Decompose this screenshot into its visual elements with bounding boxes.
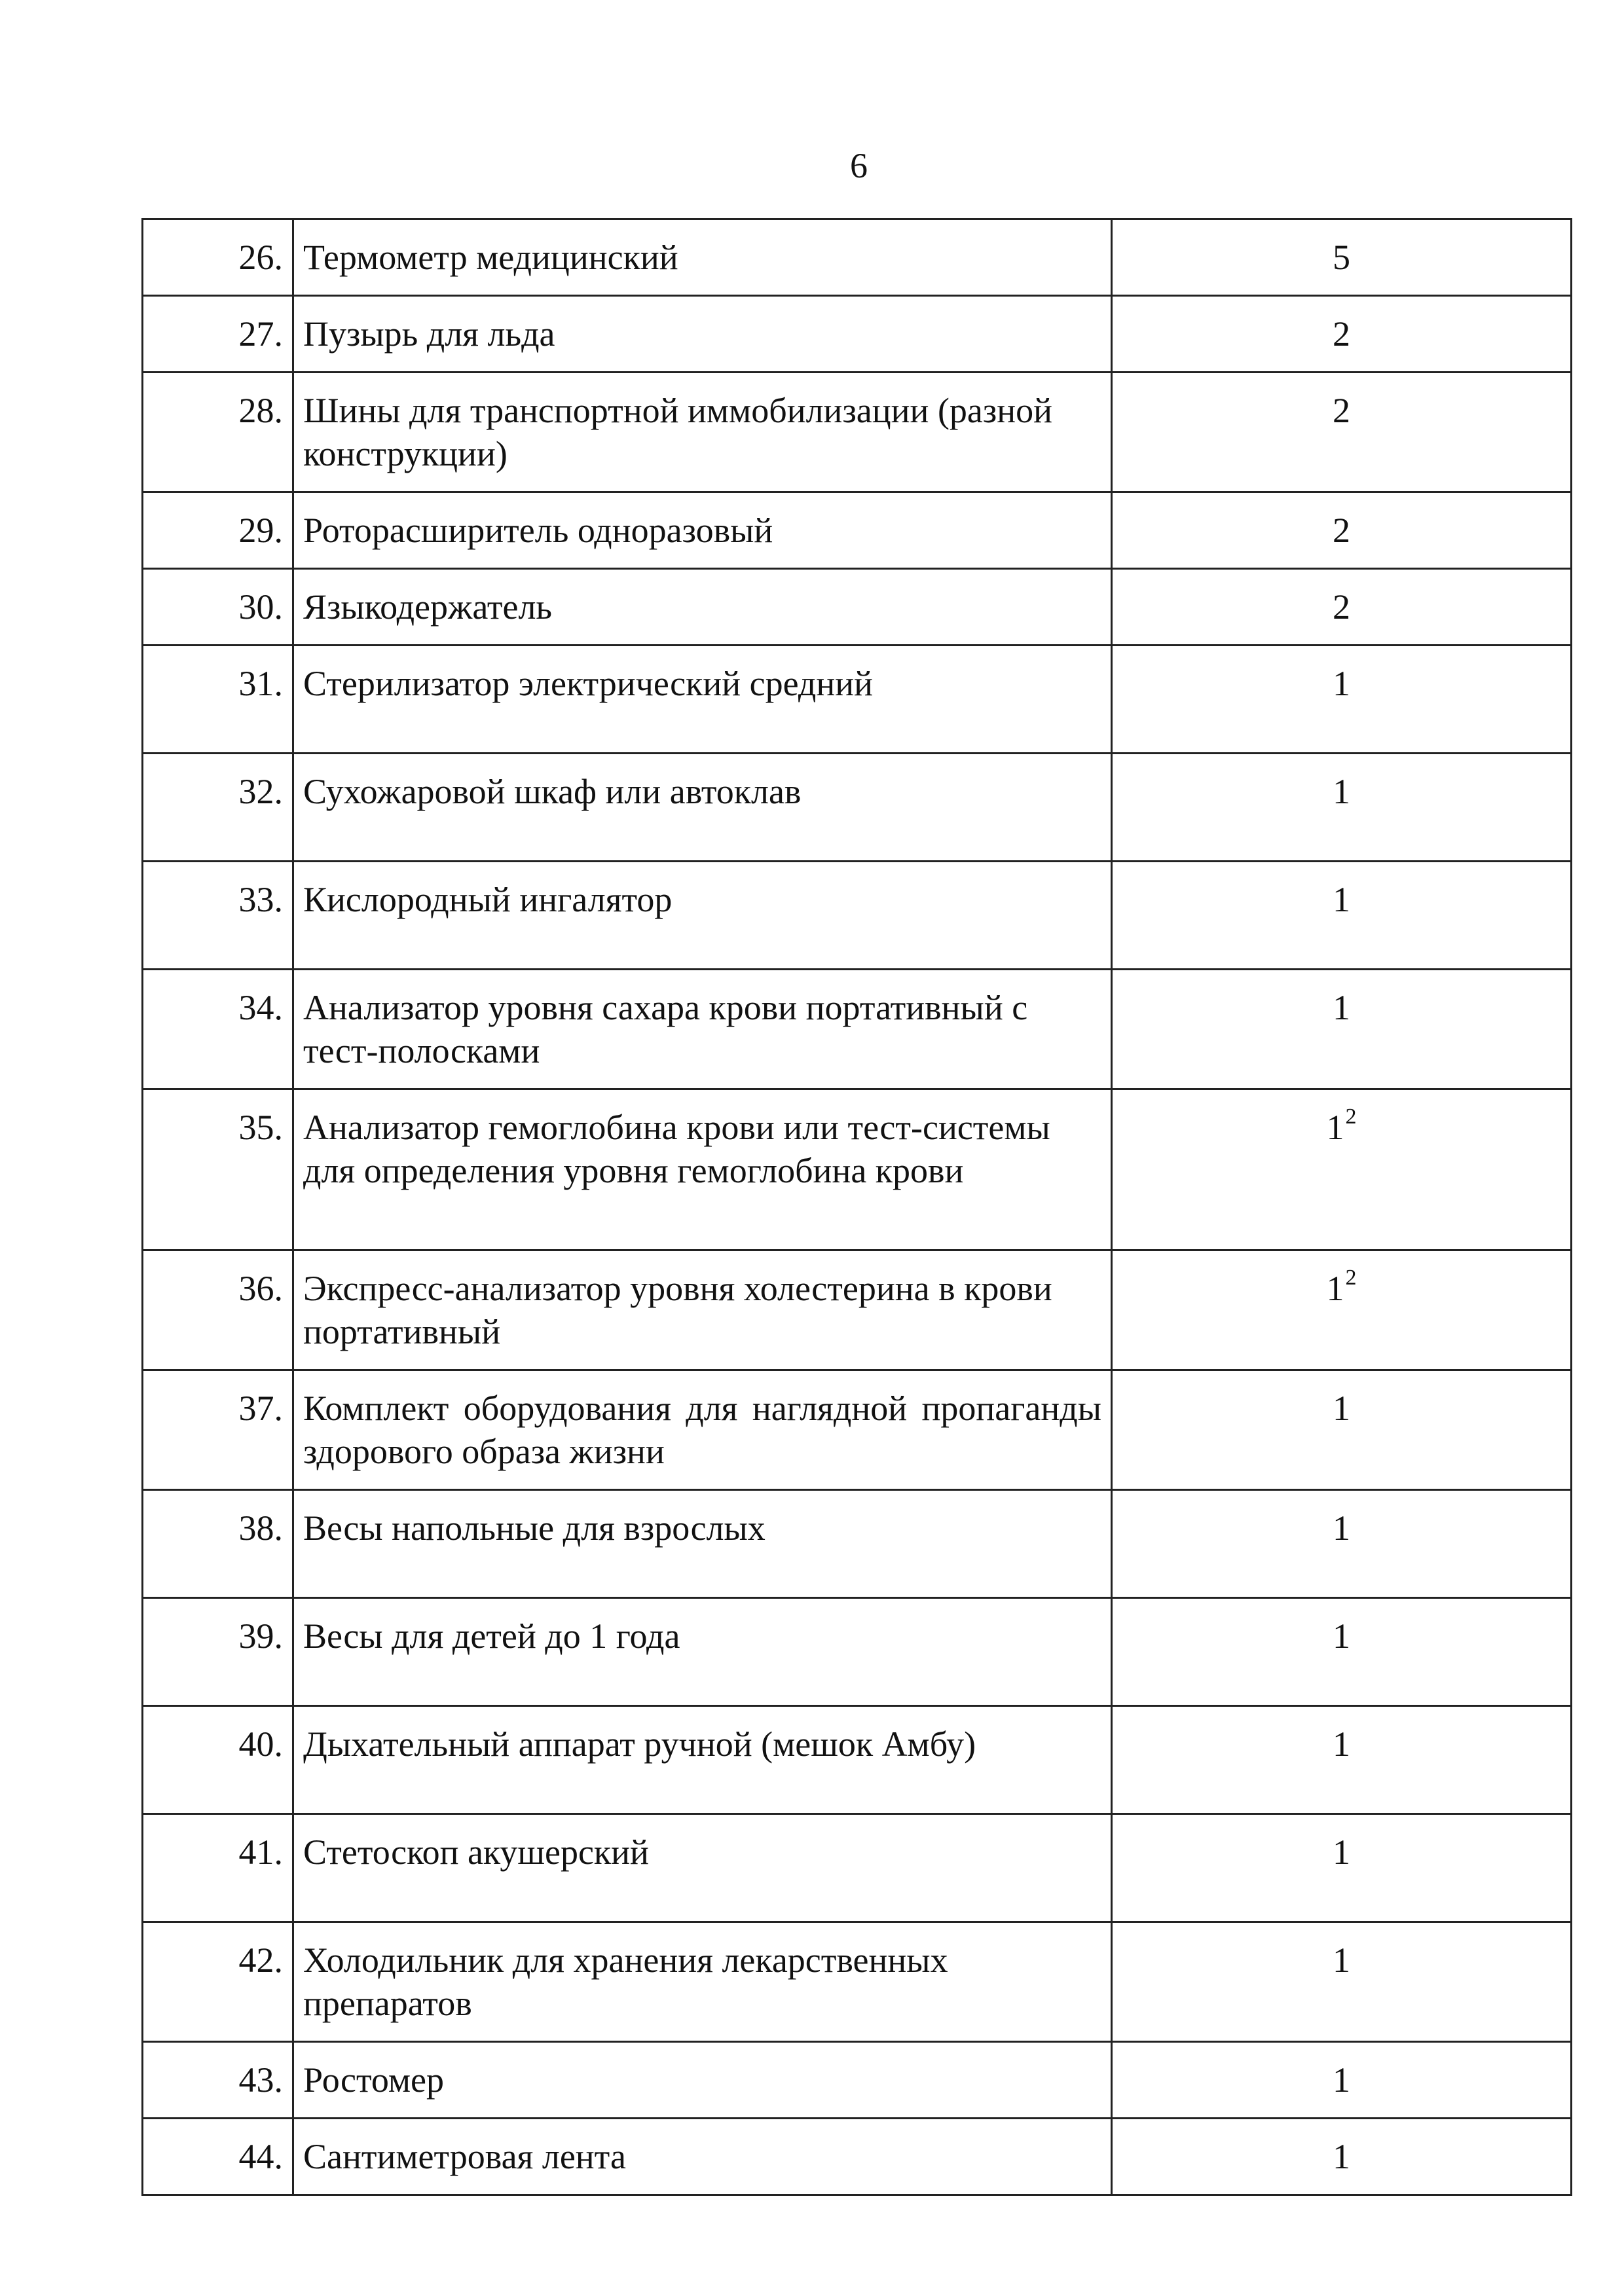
quantity-value: 1 bbox=[1326, 1269, 1344, 1308]
item-quantity: 1 bbox=[1112, 646, 1572, 754]
table-row bbox=[143, 2119, 1572, 2195]
item-quantity: 2 bbox=[1112, 492, 1572, 569]
table-row bbox=[143, 970, 1572, 1089]
equipment-table bbox=[141, 218, 1572, 2196]
item-name: Стетоскоп акушерский bbox=[293, 1814, 1112, 1922]
row-number: 39. bbox=[143, 1598, 293, 1706]
item-quantity: 1 bbox=[1112, 1706, 1572, 1814]
row-number: 29. bbox=[143, 492, 293, 569]
row-number: 26. bbox=[143, 219, 293, 296]
item-name: Термометр медицинский bbox=[293, 219, 1112, 296]
table-row bbox=[143, 862, 1572, 970]
table-row bbox=[143, 1598, 1572, 1706]
table-row bbox=[143, 1370, 1572, 1490]
table-row bbox=[143, 754, 1572, 862]
row-number: 35. bbox=[143, 1089, 293, 1250]
row-number: 28. bbox=[143, 373, 293, 492]
table-row bbox=[143, 2042, 1572, 2119]
item-quantity: 1 bbox=[1112, 1922, 1572, 2042]
table-row bbox=[143, 296, 1572, 373]
item-name: Комплект оборудования для наглядной пропаганды здорового образа жизни bbox=[293, 1370, 1112, 1490]
row-number: 34. bbox=[143, 970, 293, 1089]
item-quantity: 1 bbox=[1112, 1598, 1572, 1706]
item-quantity: 5 bbox=[1112, 219, 1572, 296]
table-row bbox=[143, 1490, 1572, 1598]
table-row bbox=[143, 1814, 1572, 1922]
item-quantity: 1 bbox=[1112, 970, 1572, 1089]
item-name: Анализатор уровня сахара крови портативный с тест-полосками bbox=[293, 970, 1112, 1089]
table-row bbox=[143, 646, 1572, 754]
item-quantity: 1 bbox=[1112, 862, 1572, 970]
item-quantity: 1 bbox=[1112, 1814, 1572, 1922]
item-quantity: 1 bbox=[1112, 1490, 1572, 1598]
table-row bbox=[143, 569, 1572, 646]
row-number: 38. bbox=[143, 1490, 293, 1598]
row-number: 40. bbox=[143, 1706, 293, 1814]
item-name: Пузырь для льда bbox=[293, 296, 1112, 373]
item-name: Сантиметровая лента bbox=[293, 2119, 1112, 2195]
item-quantity bbox=[1112, 1089, 1572, 1250]
table-row bbox=[143, 219, 1572, 296]
row-number: 42. bbox=[143, 1922, 293, 2042]
item-name: Ростомер bbox=[293, 2042, 1112, 2119]
item-name: Холодильник для хранения лекарственных препаратов bbox=[293, 1922, 1112, 2042]
row-number: 31. bbox=[143, 646, 293, 754]
row-number: 30. bbox=[143, 569, 293, 646]
row-number: 33. bbox=[143, 862, 293, 970]
item-name: Сухожаровой шкаф или автоклав bbox=[293, 754, 1112, 862]
item-quantity: 1 bbox=[1112, 2119, 1572, 2195]
table-row bbox=[143, 1922, 1572, 2042]
footnote-mark: 2 bbox=[1345, 1104, 1357, 1129]
quantity-value: 1 bbox=[1326, 1108, 1344, 1147]
item-name: Весы напольные для взрослых bbox=[293, 1490, 1112, 1598]
item-name: Стерилизатор электрический средний bbox=[293, 646, 1112, 754]
row-number: 37. bbox=[143, 1370, 293, 1490]
table-row bbox=[143, 1706, 1572, 1814]
table-row bbox=[143, 1250, 1572, 1370]
item-quantity: 2 bbox=[1112, 569, 1572, 646]
item-name: Роторасширитель одноразовый bbox=[293, 492, 1112, 569]
item-name: Экспресс-анализатор уровня холестерина в крови портативный bbox=[293, 1250, 1112, 1370]
item-quantity: 2 bbox=[1112, 373, 1572, 492]
row-number: 32. bbox=[143, 754, 293, 862]
item-name: Дыхательный аппарат ручной (мешок Амбу) bbox=[293, 1706, 1112, 1814]
item-quantity bbox=[1112, 1250, 1572, 1370]
item-name: Весы для детей до 1 года bbox=[293, 1598, 1112, 1706]
row-number: 44. bbox=[143, 2119, 293, 2195]
item-name: Кислородный ингалятор bbox=[293, 862, 1112, 970]
table-row bbox=[143, 1089, 1572, 1250]
row-number: 41. bbox=[143, 1814, 293, 1922]
row-number: 43. bbox=[143, 2042, 293, 2119]
item-name: Шины для транспортной иммобилизации (разной конструкции) bbox=[293, 373, 1112, 492]
page-number: 6 bbox=[850, 146, 868, 185]
item-name: Анализатор гемоглобина крови или тест-системы для определения уровня гемоглобина крови bbox=[293, 1089, 1112, 1250]
item-name: Языкодержатель bbox=[293, 569, 1112, 646]
item-quantity: 1 bbox=[1112, 754, 1572, 862]
footnote-mark: 2 bbox=[1345, 1266, 1357, 1290]
table-row bbox=[143, 373, 1572, 492]
row-number: 27. bbox=[143, 296, 293, 373]
table-row bbox=[143, 492, 1572, 569]
row-number: 36. bbox=[143, 1250, 293, 1370]
item-quantity: 1 bbox=[1112, 1370, 1572, 1490]
item-quantity: 1 bbox=[1112, 2042, 1572, 2119]
item-quantity: 2 bbox=[1112, 296, 1572, 373]
